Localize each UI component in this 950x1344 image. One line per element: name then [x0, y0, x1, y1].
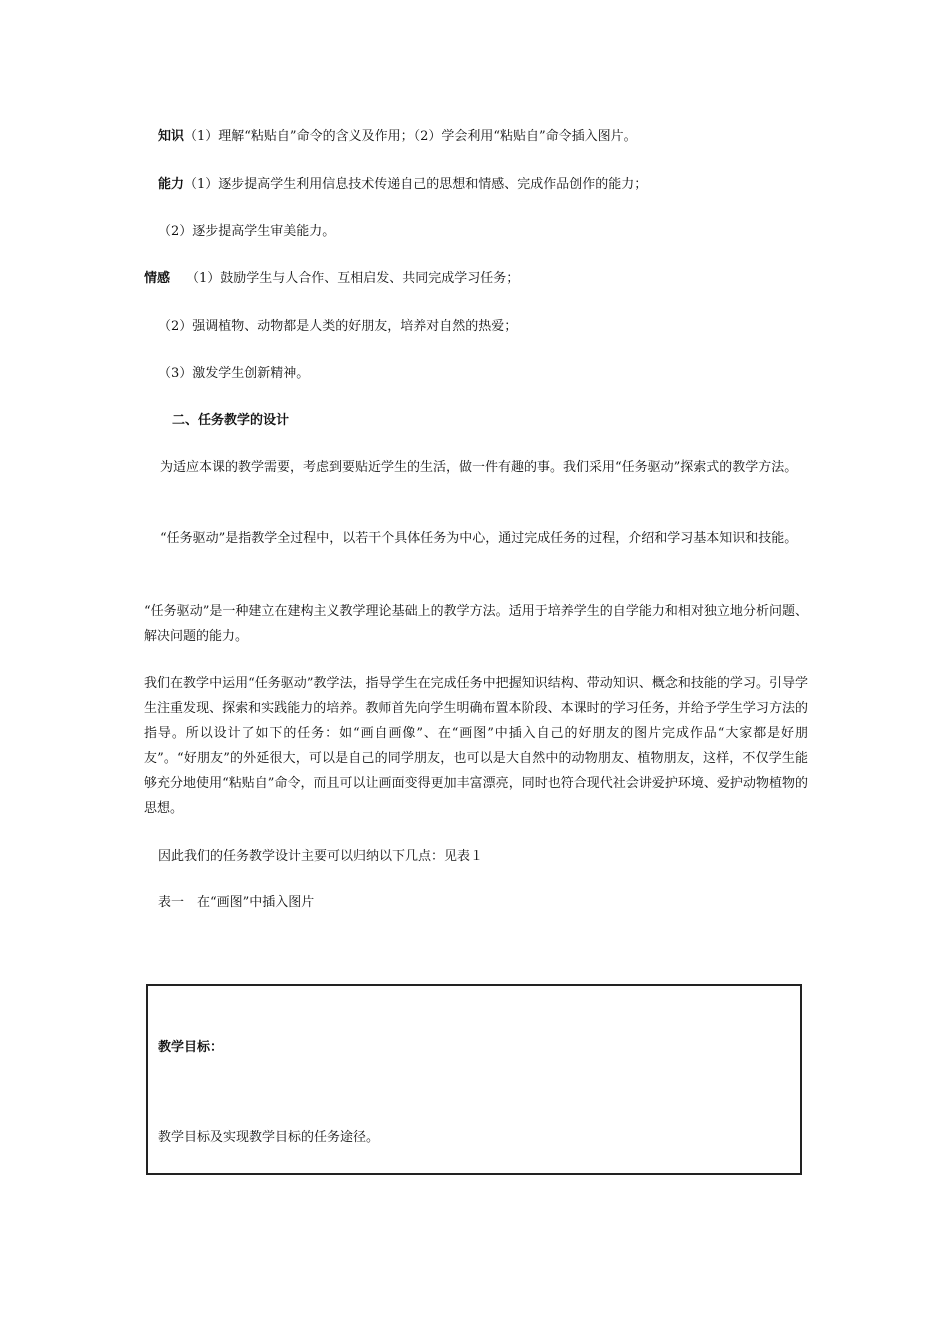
table-title: 教学目标：: [158, 1040, 224, 1055]
paragraph-1: 为适应本课的教学需要，考虑到要贴近学生的生活，做一件有趣的事。我们采用“任务驱动”探索式的教学方法。: [160, 460, 798, 475]
paragraph-4: 我们在教学中运用“任务驱动”教学法，指导学生在完成任务中把握知识结构、带动知识、概念和技能的学习。引导学生注重发现、探索和实践能力的培养。教师首先向学生明确布置本阶段、本课时的学习任务，并给予学生学习方法的指导。所以设计了如下的任务：如“画自画像”、在“画图”中插入自己的好朋友的图片完成作品“大家都是好朋友”。“好朋友”的外延很大，可以是自己的同学朋友，也可以是大自然中的动物朋友、植物朋友，这样，不仅学生能够充分地使用“粘贴自”命令，而且可以让画面变得更加丰富漂亮，同时也符合现代社会讲爱护环境、爱护动物植物的思想。: [144, 676, 808, 816]
ability-line: [158, 176, 647, 194]
emotion-text: （1）鼓励学生与人合作、互相启发、共同完成学习任务；: [186, 271, 520, 286]
section-heading: 二、任务教学的设计: [172, 413, 290, 428]
emotion-line-2: （2）强调植物、动物都是人类的好朋友，培养对自然的热爱；: [158, 319, 518, 334]
knowledge-text: （1）理解“粘贴自”命令的含义及作用；（2）学会利用“粘贴自”命令插入图片。: [184, 129, 637, 144]
emotion-line-3: （3）激发学生创新精神。: [158, 366, 310, 381]
ability-text: （1）逐步提高学生利用信息技术传递自己的思想和情感、完成作品创作的能力；: [184, 177, 648, 192]
knowledge-label: 知识: [158, 129, 185, 144]
emotion-label: 情感: [144, 271, 171, 286]
paragraph-2: “任务驱动”是指教学全过程中，以若干个具体任务为中心，通过完成任务的过程，介绍和学习基本知识和技能。: [160, 531, 798, 546]
knowledge-line: [158, 128, 637, 146]
emotion-line: [144, 270, 519, 288]
table-text: 教学目标及实现教学目标的任务途径。: [158, 1130, 380, 1145]
table-caption: 表一 在“画图”中插入图片: [158, 895, 315, 910]
objectives-table: [146, 984, 802, 1175]
ability-label: 能力: [158, 177, 185, 192]
paragraph-5: 因此我们的任务教学设计主要可以归纳以下几点：见表１: [158, 849, 484, 864]
ability-line-2: （2）逐步提高学生审美能力。: [158, 224, 336, 239]
paragraph-3: “任务驱动”是一种建立在建构主义教学理论基础上的教学方法。适用于培养学生的自学能力和相对独立地分析问题、解决问题的能力。: [144, 604, 808, 644]
